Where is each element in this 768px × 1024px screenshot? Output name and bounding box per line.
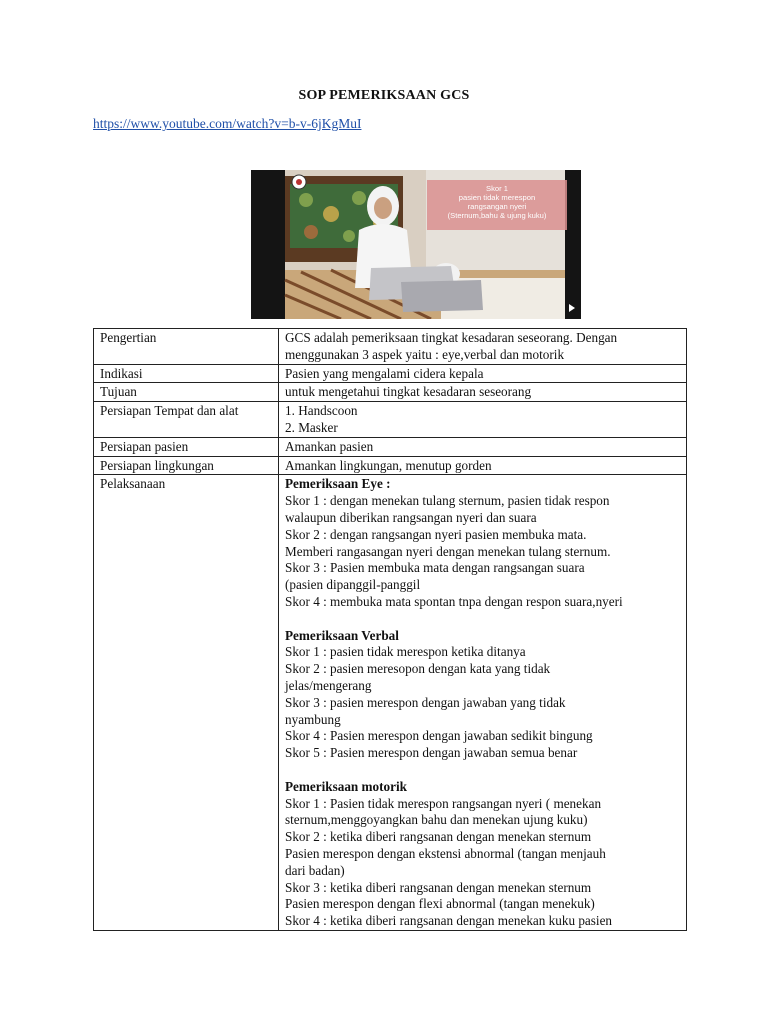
value-line: Skor 3 : pasien merespon dengan jawaban yang tidak	[285, 694, 566, 710]
value-line: Skor 4 : membuka mata spontan tnpa dengan respon suara,nyeri	[285, 593, 623, 609]
row-label: Persiapan pasien	[94, 437, 279, 456]
row-value-pelaksanaan	[279, 475, 687, 931]
value-line: Memberi rangasangan nyeri dengan menekan tulang sternum.	[285, 543, 611, 559]
value-line: Skor 4 : ketika diberi rangsanan dengan menekan kuku pasien	[285, 913, 613, 929]
value-line: nyambung	[285, 711, 341, 727]
value-line: GCS adalah pemeriksaan tingkat kesadaran seseorang. Dengan	[285, 330, 618, 345]
row-label: Persiapan Tempat dan alat	[94, 402, 279, 438]
table-row	[94, 364, 687, 383]
section-heading: Pemeriksaan motorik	[285, 778, 407, 794]
row-value	[279, 456, 687, 475]
value-line: dari badan)	[285, 862, 345, 878]
section-heading: Pemeriksaan Verbal	[285, 627, 399, 643]
section-heading: Pemeriksaan Eye :	[285, 476, 391, 492]
value-line: Skor 1 : Pasien tidak merespon rangsangan nyeri ( menekan	[285, 795, 602, 811]
value-line: Skor 4 : Pasien merespon dengan jawaban sedikit bingung	[285, 728, 593, 744]
value-line: Skor 2 : pasien meresopon dengan kata yang tidak	[285, 661, 551, 677]
section-spacer	[285, 611, 680, 628]
row-value	[279, 383, 687, 402]
value-line: Skor 2 : dengan rangsangan nyeri pasien membuka mata.	[285, 526, 587, 542]
video-caption-line: Skor 1	[486, 184, 508, 193]
value-line: sternum,menggoyangkan bahu dan menekan ujung kuku)	[285, 812, 588, 828]
value-line: Skor 1 : pasien tidak merespon ketika ditanya	[285, 644, 526, 660]
value-line: jelas/mengerang	[285, 677, 372, 693]
sop-table	[93, 328, 687, 931]
video-caption	[429, 184, 565, 220]
row-label: Pengertian	[94, 329, 279, 365]
row-label: Pelaksanaan	[94, 475, 279, 931]
row-label: Persiapan lingkungan	[94, 456, 279, 475]
value-line: Pasien merespon dengan ekstensi abnormal (tangan menjauh	[285, 845, 606, 861]
youtube-link[interactable]: https://www.youtube.com/watch?v=b-v-6jKgMuI	[93, 116, 362, 131]
value-line: 2. Masker	[285, 419, 338, 435]
row-value	[279, 437, 687, 456]
video-caption-line: pasien tidak merespon	[458, 193, 536, 202]
table-row	[94, 475, 687, 931]
value-line: untuk mengetahui tingkat kesadaran seseorang	[285, 384, 532, 400]
value-line: Skor 2 : ketika diberi rangsanan dengan menekan sternum	[285, 829, 592, 845]
value-line: menggunakan 3 aspek yaitu : eye,verbal dan motorik	[285, 346, 565, 362]
video-thumbnail[interactable]	[251, 170, 581, 319]
row-value	[279, 329, 687, 365]
value-line: 1. Handscoon	[285, 403, 358, 419]
table-row	[94, 329, 687, 365]
value-line: walaupun diberikan rangsangan nyeri dan suara	[285, 509, 537, 525]
table-row	[94, 383, 687, 402]
video-caption-line: (Sternum,bahu & ujung kuku)	[447, 211, 547, 220]
value-line: (pasien dipanggil-panggil	[285, 577, 421, 593]
value-line: Skor 5 : Pasien merespon dengan jawaban semua benar	[285, 745, 578, 761]
value-line: Amankan pasien	[285, 438, 374, 454]
table-row	[94, 437, 687, 456]
row-value	[279, 402, 687, 438]
value-line: Pasien merespon dengan flexi abnormal (tangan menekuk)	[285, 896, 595, 912]
row-value	[279, 364, 687, 383]
value-line: Skor 3 : ketika diberi rangsanan dengan menekan sternum	[285, 879, 592, 895]
value-line: Skor 1 : dengan menekan tulang sternum, pasien tidak respon	[285, 493, 610, 509]
table-row	[94, 456, 687, 475]
document-title: SOP PEMERIKSAAN GCS	[298, 88, 470, 103]
video-caption-line: rangsangan nyeri	[467, 202, 527, 211]
row-label: Tujuan	[94, 383, 279, 402]
section-spacer	[285, 762, 680, 779]
value-line: Skor 3 : Pasien membuka mata dengan rangsangan suara	[285, 560, 585, 576]
value-line: Amankan lingkungan, menutup gorden	[285, 457, 492, 473]
table-row	[94, 402, 687, 438]
row-label: Indikasi	[94, 364, 279, 383]
value-line: Pasien yang mengalami cidera kepala	[285, 365, 484, 381]
